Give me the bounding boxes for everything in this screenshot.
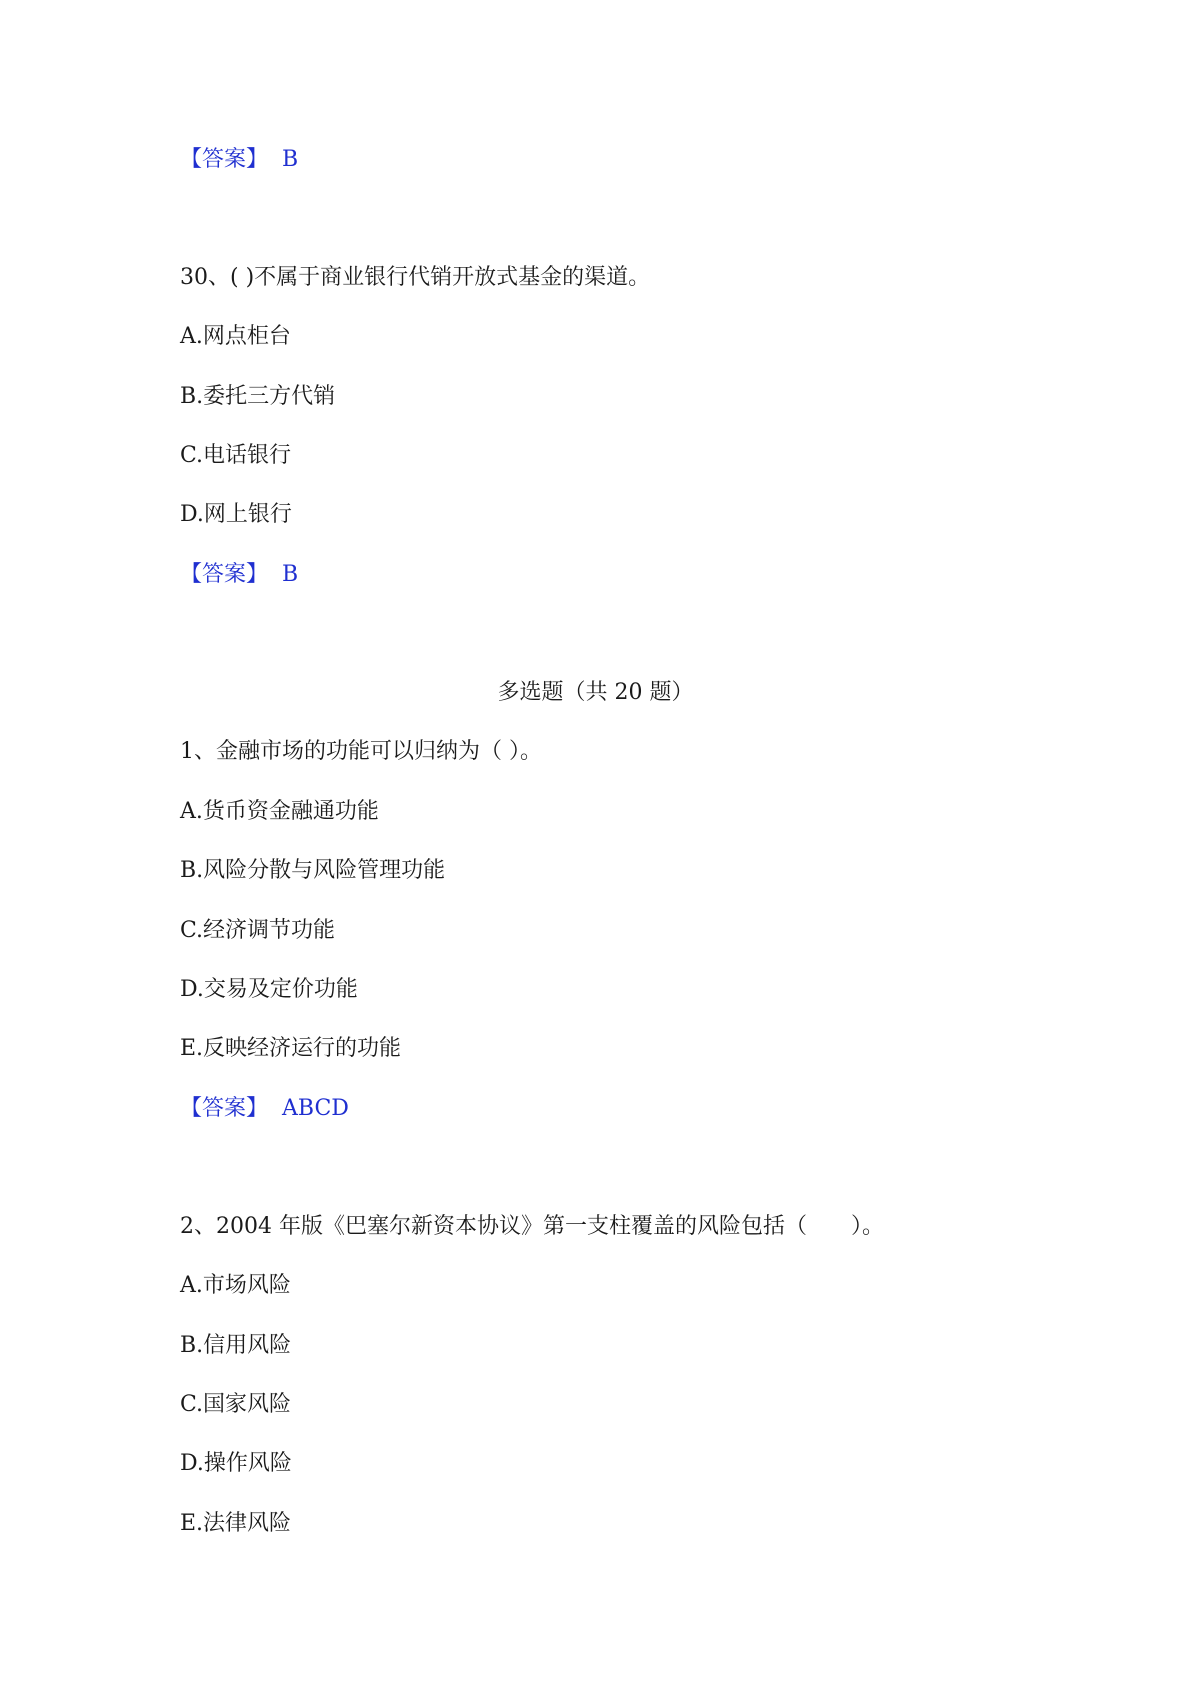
answer-line bbox=[180, 1094, 349, 1124]
option-b: B.风险分散与风险管理功能 bbox=[180, 858, 446, 883]
answer-label: 【答案】 bbox=[180, 562, 269, 587]
option-a: A.网点柜台 bbox=[180, 324, 291, 349]
option-a: A.市场风险 bbox=[180, 1273, 291, 1298]
answer-value: ABCD bbox=[282, 1096, 349, 1121]
answer-label: 【答案】 bbox=[180, 1096, 269, 1121]
answer-label: 【答案】 bbox=[180, 147, 269, 172]
option-e: E.法律风险 bbox=[180, 1511, 292, 1536]
option-b: B.信用风险 bbox=[180, 1333, 292, 1358]
answer-value: B bbox=[282, 562, 299, 587]
option-b: B.委托三方代销 bbox=[180, 384, 336, 409]
option-e: E.反映经济运行的功能 bbox=[180, 1036, 402, 1061]
option-d: D.操作风险 bbox=[180, 1451, 292, 1476]
option-c: C.国家风险 bbox=[180, 1392, 292, 1417]
section-title: 多选题（共 20 题） bbox=[497, 680, 694, 705]
question-30: 30、( )不属于商业银行代销开放式基金的渠道。 bbox=[180, 265, 651, 290]
answer-line bbox=[180, 145, 298, 175]
option-d: D.网上银行 bbox=[180, 502, 292, 527]
question-1: 1、金融市场的功能可以归纳为（ ）。 bbox=[180, 739, 542, 764]
question-2: 2、2004 年版《巴塞尔新资本协议》第一支柱覆盖的风险包括（ ）。 bbox=[180, 1214, 884, 1239]
option-c: C.电话银行 bbox=[180, 443, 292, 468]
option-c: C.经济调节功能 bbox=[180, 918, 336, 943]
option-d: D.交易及定价功能 bbox=[180, 977, 358, 1002]
answer-line bbox=[180, 560, 298, 590]
option-a: A.货币资金融通功能 bbox=[180, 799, 379, 824]
answer-value: B bbox=[282, 147, 299, 172]
